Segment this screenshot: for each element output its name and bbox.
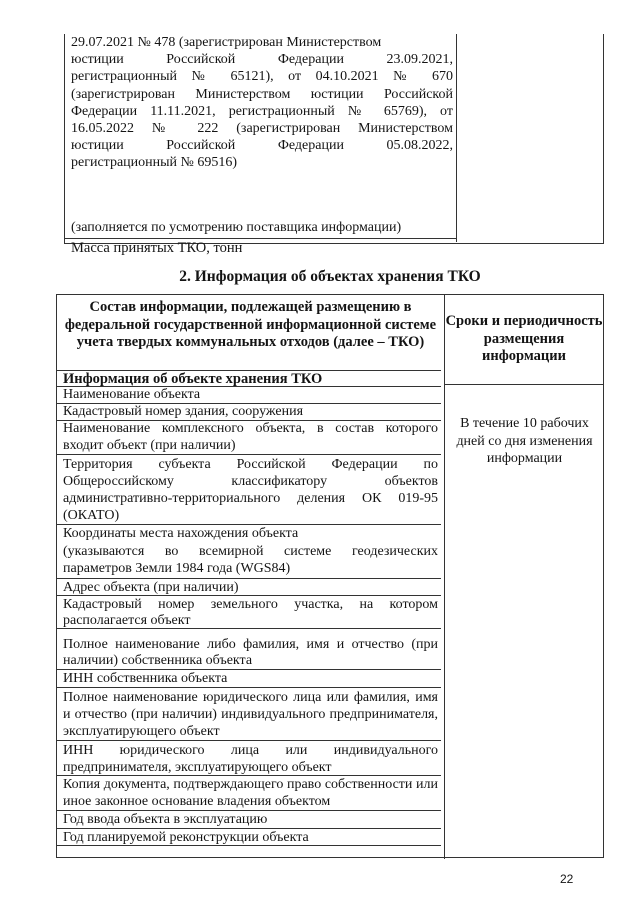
row-divider: [57, 524, 441, 525]
period-text: В течение 10 рабочих дней со дня изменения информации: [456, 416, 593, 466]
row-coordinates-note: (указываются во всемирной системе геодезических параметров Земли 1984 года (WGS84): [63, 544, 438, 576]
header-divider: [444, 384, 604, 385]
row-commissioning-year: Год ввода объекта в эксплуатацию: [63, 812, 268, 827]
page-number: 22: [560, 872, 574, 886]
row-owner-name: Полное наименование либо фамилия, имя и отчество (при наличии) собственника объекта: [63, 637, 438, 668]
regulation-line: юстиции Российской Федерации 23.09.2021,: [71, 52, 453, 68]
regulation-line: юстиции Российской Федерации 05.08.2022,: [71, 138, 453, 154]
row-operator-name: Полное наименование юридического лица или фамилия, имя и отчество (при наличии) индивидуального предпринимателя, эксплуатирующего объект: [63, 690, 438, 739]
header-terms: Сроки и периодичность размещения информации: [445, 313, 603, 364]
row-reconstruction-year: Год планируемой реконструкции объекта: [63, 830, 309, 845]
fill-note: (заполняется по усмотрению поставщика информации): [71, 220, 402, 235]
row-divider: [57, 669, 441, 670]
row-owner-inn: ИНН собственника объекта: [63, 671, 228, 686]
section-title: 2. Информация об объектах хранения ТКО: [179, 268, 481, 285]
row-complex-object-name: Наименование комплексного объекта, в состав которого входит объект (при наличии): [63, 421, 438, 453]
regulation-line: регистрационный № 69516): [71, 155, 238, 171]
row-divider: [57, 810, 441, 811]
row-object-address: Адрес объекта (при наличии): [63, 580, 239, 595]
row-operator-inn: ИНН юридического лица или индивидуального предпринимателя, эксплуатирующего объект: [63, 743, 438, 775]
row-divider: [57, 828, 441, 829]
header-composition: Состав информации, подлежащей размещению в федеральной государственной информационной системе учета твердых коммунальных отходов (далее – ТКО): [64, 299, 437, 350]
row-divider: [57, 740, 441, 741]
row-territory-okato: Территория субъекта Российской Федерации по Общероссийскому классификатору объектов административно-территориального деления ОК 019-95 (ОКАТО): [63, 457, 438, 523]
column-divider: [444, 295, 445, 859]
row-land-cadastral-number: Кадастровый номер земельного участка, на котором располагается объект: [63, 597, 438, 628]
row-ownership-document: Копия документа, подтверждающего право собственности или иное законное основание владения объектом: [63, 777, 438, 809]
previous-table-continuation: [64, 34, 604, 256]
row-building-cadastral-number: Кадастровый номер здания, сооружения: [63, 404, 304, 419]
previous-table-left-cell: [65, 34, 457, 256]
regulation-line: регистрационный № 65121), от 04.10.2021 № 670: [71, 69, 453, 85]
row-divider: [57, 454, 441, 455]
regulation-line: 29.07.2021 № 478 (зарегистрирован Министерством: [71, 35, 382, 50]
mass-row-label: Масса принятых ТКО, тонн: [71, 240, 243, 256]
row-coordinates: Координаты места нахождения объекта: [63, 526, 299, 541]
regulation-references: [71, 34, 453, 172]
regulation-line: 16.05.2022 № 222 (зарегистрирован Министерством: [71, 121, 453, 137]
row-divider: [57, 578, 441, 579]
row-object-name: Наименование объекта: [63, 387, 201, 402]
regulation-line: (зарегистрирован Министерством юстиции Российской: [71, 86, 453, 102]
row-divider: [65, 238, 457, 239]
row-object-info-heading: Информация об объекте хранения ТКО: [63, 371, 323, 387]
row-divider: [57, 687, 441, 688]
storage-objects-table: [56, 294, 604, 858]
regulation-line: Федерации 11.11.2021, регистрационный № 65769), от: [71, 103, 453, 119]
